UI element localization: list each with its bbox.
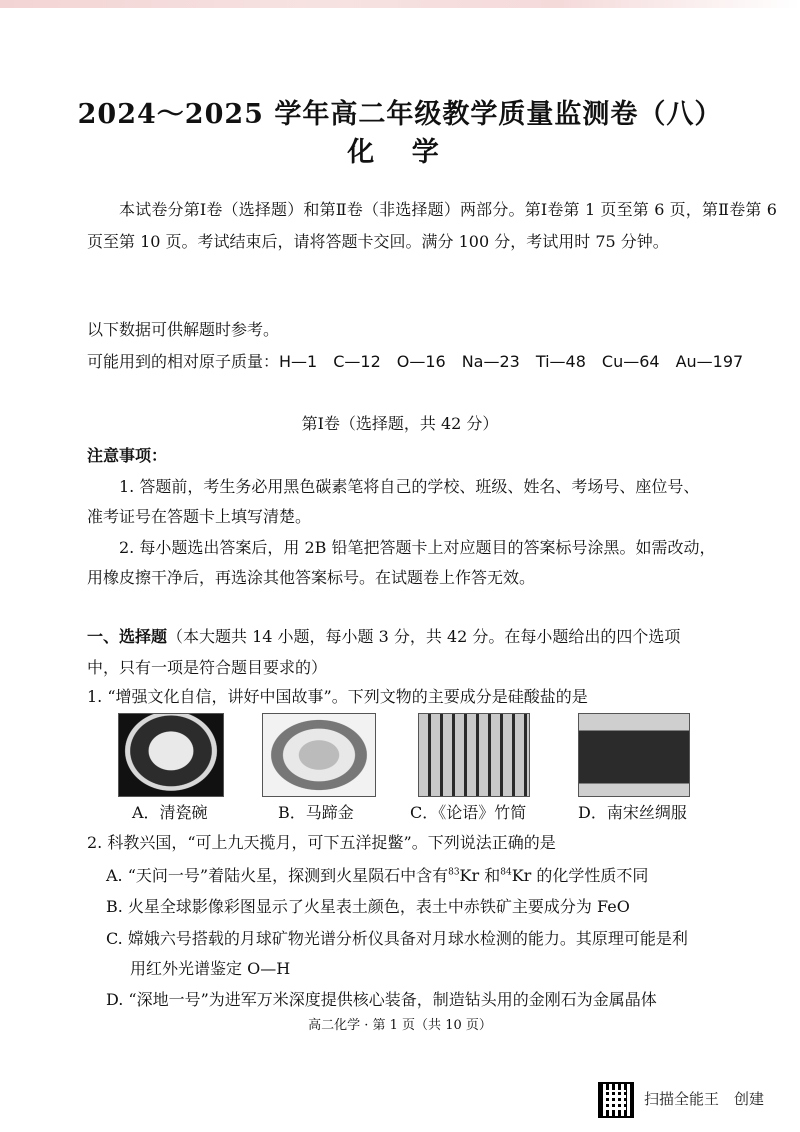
silk-garment-image bbox=[578, 713, 690, 797]
part-1-heading bbox=[87, 625, 777, 649]
gold-ingot-image bbox=[262, 713, 376, 797]
part-1-desc-cont: 中，只有一项是符合题目要求的） bbox=[87, 658, 328, 677]
q2-option-c-line-a: C. 嫦娥六号搭载的月球矿物光谱分析仪具备对月球水检测的能力。其原理可能是利 bbox=[106, 929, 688, 948]
q2-option-c-line-b: 用红外光谱鉴定 O—H bbox=[130, 959, 291, 978]
page-footer: 高二化学 · 第 1 页（共 10 页） bbox=[308, 1018, 492, 1033]
part-1-desc: （本大题共 14 小题，每小题 3 分，共 42 分。在每小题给出的四个选项 bbox=[167, 627, 681, 646]
top-edge-band bbox=[0, 0, 800, 8]
q1-option-a: A．清瓷碗 bbox=[132, 803, 208, 822]
q2-option-b: B. 火星全球影像彩图显示了火星表土颜色，表土中赤铁矿主要成分为 FeO bbox=[106, 897, 630, 916]
q2-stem: 2. 科教兴国，“可上九天揽月，可下五洋捉鳖”。下列说法正确的是 bbox=[87, 833, 556, 852]
section-heading: 第Ⅰ卷（选择题，共 42 分） bbox=[301, 414, 499, 433]
note-2-line-a: 2. 每小题选出答案后，用 2B 铅笔把答题卡上对应题目的答案标号涂黑。如需改动， bbox=[119, 538, 716, 557]
qr-code-icon bbox=[598, 1082, 634, 1118]
note-2-line-b: 用橡皮擦干净后，再选涂其他答案标号。在试题卷上作答无效。 bbox=[87, 568, 536, 587]
exam-title: 2024～2025 学年高二年级教学质量监测卷（八） bbox=[77, 99, 723, 130]
notes-title: 注意事项： bbox=[87, 446, 168, 465]
q1-option-c: C．《论语》竹简 bbox=[410, 803, 527, 822]
porcelain-bowl-image bbox=[118, 713, 224, 797]
q1-option-b: B．马蹄金 bbox=[278, 803, 354, 822]
q1-stem: 1. “增强文化自信，讲好中国故事”。下列文物的主要成分是硅酸盐的是 bbox=[87, 687, 588, 706]
reference-line-1: 以下数据可供解题时参考。 bbox=[87, 320, 280, 339]
q2-option-a: A. “天问一号”着陆火星，探测到火星陨石中含有$^{83}$Kr 和$^{84}$Kr 的化学性质不同 bbox=[106, 866, 649, 885]
q1-option-d: D．南宋丝绸服 bbox=[578, 803, 687, 822]
subject-title: 化 学 bbox=[347, 137, 453, 168]
q2-option-d: D. “深地一号”为进军万米深度提供核心装备，制造钻头用的金刚石为金属晶体 bbox=[106, 990, 657, 1009]
part-1-label: 一、选择题 bbox=[87, 627, 168, 646]
note-1-line-b: 准考证号在答题卡上填写清楚。 bbox=[87, 507, 312, 526]
scanner-watermark: 扫描全能王 创建 bbox=[644, 1090, 765, 1108]
bamboo-slips-image bbox=[418, 713, 530, 797]
reference-line-2: 可能用到的相对原子质量：H—1 C—12 O—16 Na—23 Ti—48 Cu—64 Au—197 bbox=[87, 352, 744, 371]
intro-paragraph: 本试卷分第Ⅰ卷（选择题）和第Ⅱ卷（非选择题）两部分。第Ⅰ卷第 1 页至第 6 页，第Ⅱ卷第 6 页至第 10 页。考试结束后，请将答题卡交回。满分 100 分，考试用时 75 分钟。 bbox=[87, 200, 777, 251]
note-1-line-a: 1. 答题前，考生务必用黑色碳素笔将自己的学校、班级、姓名、考场号、座位号、 bbox=[119, 477, 700, 496]
